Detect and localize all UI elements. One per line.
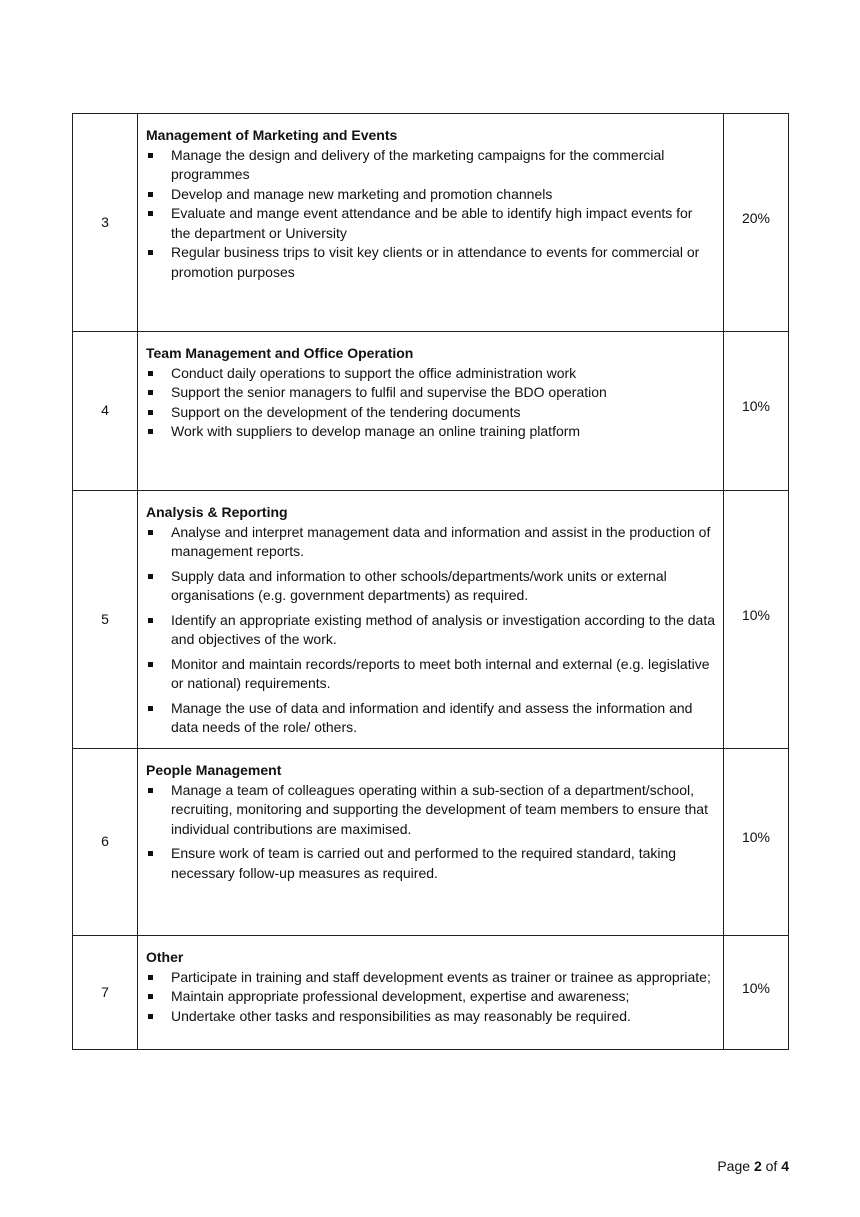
- row-percentage: [724, 114, 789, 332]
- bullet-list: [146, 523, 715, 738]
- list-item: Monitor and maintain records/reports to meet both internal and external (e.g. legislative or national) requirements.: [146, 655, 715, 694]
- row-number: 5: [73, 491, 138, 749]
- row-number: 3: [73, 114, 138, 332]
- list-item: Manage a team of colleagues operating within a sub-section of a department/school, recruiting, monitoring and supporting the development of team members to ensure that individual contributions are maximised.: [146, 781, 715, 840]
- list-item: Identify an appropriate existing method of analysis or investigation according to the data and objectives of the work.: [146, 611, 715, 650]
- section-heading: Analysis & Reporting: [146, 504, 288, 520]
- percentage-value: 20%: [741, 209, 771, 226]
- list-item: Supply data and information to other schools/departments/work units or external organisations (e.g. government departments) as required.: [146, 567, 715, 606]
- section-heading: Management of Marketing and Events: [146, 127, 398, 143]
- row-description: [138, 936, 724, 1050]
- page-separator: of: [765, 1158, 778, 1174]
- section-heading: Team Management and Office Operation: [146, 345, 414, 361]
- list-item: Maintain appropriate professional development, expertise and awareness;: [146, 987, 715, 1007]
- bullet-list: [146, 146, 715, 283]
- percentage-value: 10%: [741, 979, 771, 996]
- page-number: [717, 1158, 789, 1174]
- list-item: Undertake other tasks and responsibilities as may reasonably be required.: [146, 1007, 715, 1027]
- bullet-list: [146, 364, 715, 442]
- bullet-list: [146, 968, 715, 1027]
- row-description: [138, 114, 724, 332]
- table-row: [73, 332, 789, 491]
- section-heading: Other: [146, 949, 184, 965]
- section-heading: People Management: [146, 762, 282, 778]
- list-item: Regular business trips to visit key clients or in attendance to events for commercial or promotion purposes: [146, 243, 715, 282]
- list-item: Manage the design and delivery of the marketing campaigns for the commercial programmes: [146, 146, 715, 185]
- list-item: Manage the use of data and information and identify and assess the information and data needs of the role/ others.: [146, 699, 715, 738]
- row-description: [138, 491, 724, 749]
- total-pages: 4: [781, 1158, 789, 1174]
- duties-table: [72, 113, 789, 1050]
- percentage-value: 10%: [741, 829, 771, 846]
- row-description: [138, 749, 724, 936]
- row-number: 6: [73, 749, 138, 936]
- current-page: 2: [753, 1158, 762, 1174]
- row-percentage: [724, 491, 789, 749]
- list-item: Support the senior managers to fulfil and supervise the BDO operation: [146, 383, 715, 403]
- table-row: [73, 749, 789, 936]
- row-percentage: [724, 332, 789, 491]
- table-row: [73, 114, 789, 332]
- row-percentage: [724, 936, 789, 1050]
- row-percentage: [724, 749, 789, 936]
- list-item: Conduct daily operations to support the office administration work: [146, 364, 715, 384]
- row-number: 7: [73, 936, 138, 1050]
- table-row: [73, 936, 789, 1050]
- page-label: Page: [717, 1158, 751, 1174]
- row-description: [138, 332, 724, 491]
- list-item: Support on the development of the tendering documents: [146, 403, 715, 423]
- list-item: Evaluate and mange event attendance and be able to identify high impact events for the department or University: [146, 204, 715, 243]
- list-item: Participate in training and staff development events as trainer or trainee as appropriate;: [146, 968, 715, 988]
- list-item: Work with suppliers to develop manage an online training platform: [146, 422, 715, 442]
- percentage-value: 10%: [741, 606, 771, 623]
- bullet-list: [146, 781, 715, 884]
- list-item: Develop and manage new marketing and promotion channels: [146, 185, 715, 205]
- percentage-value: 10%: [741, 398, 771, 415]
- list-item: Analyse and interpret management data and information and assist in the production of management reports.: [146, 523, 715, 562]
- table-row: [73, 491, 789, 749]
- list-item: Ensure work of team is carried out and performed to the required standard, taking necessary follow-up measures as required.: [146, 844, 715, 883]
- row-number: 4: [73, 332, 138, 491]
